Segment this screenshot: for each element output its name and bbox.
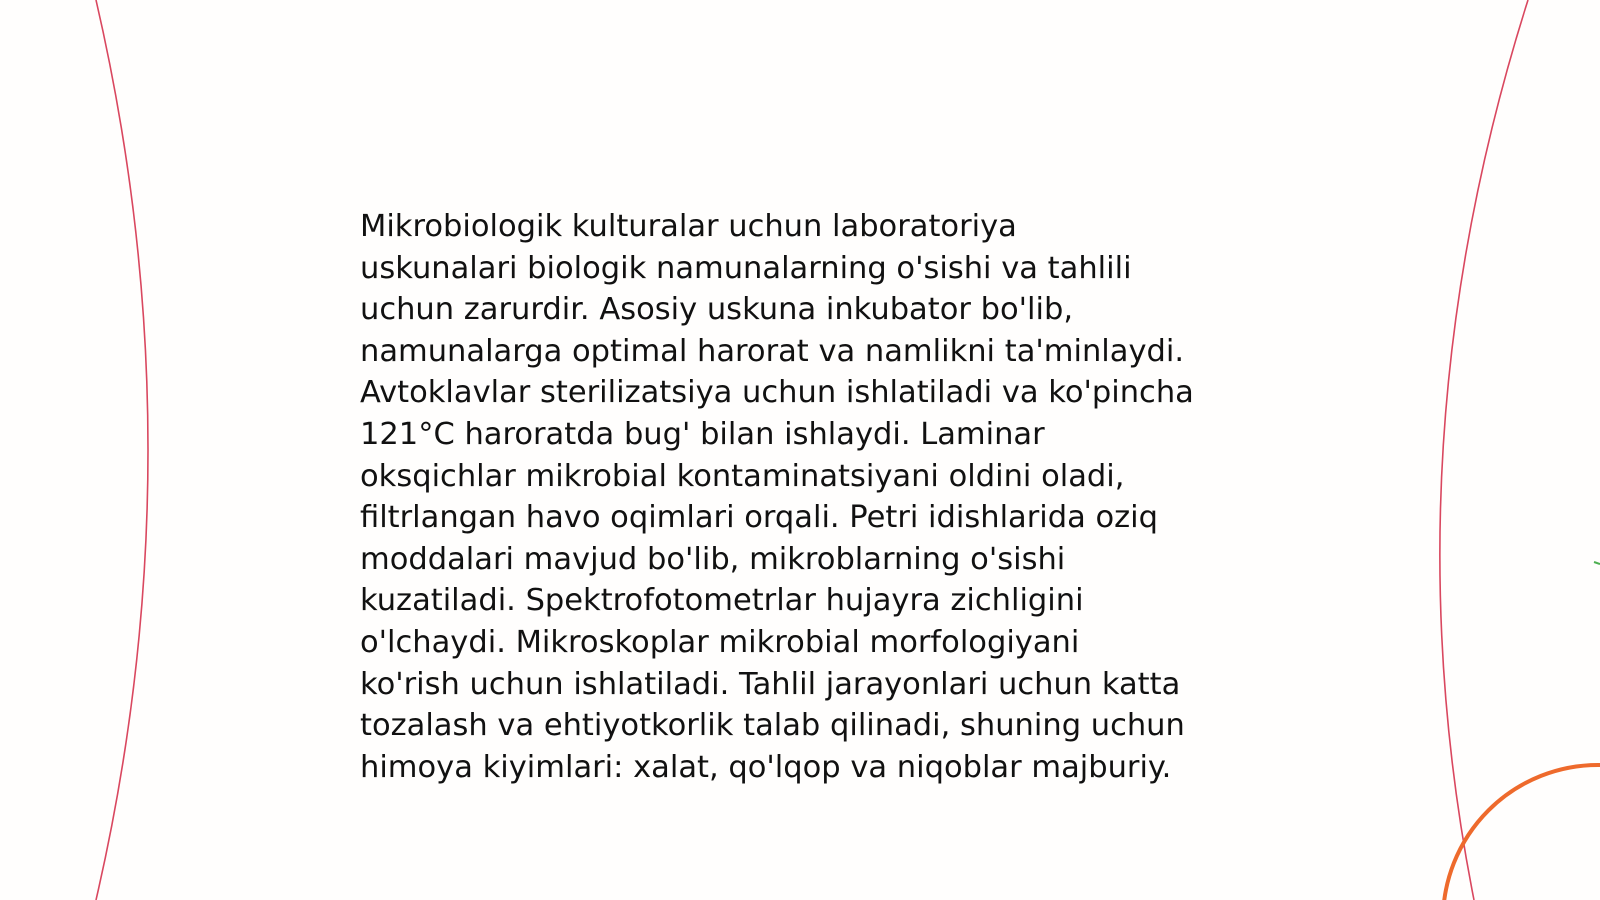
green-accent-mark xyxy=(1594,562,1600,564)
body-paragraph: Mikrobiologik kulturalar uchun laboratoriya uskunalari biologik namunalarning o'sishi va tahlili uchun zarurdir. Asosiy uskuna inkubator bo'lib, namunalarga optimal harorat va namlikni ta'minlaydi. Avtoklavlar sterilizatsiya uchun ishlatiladi va ko'pincha 121°C haroratda bug' bilan ishlaydi. Laminar oksqichlar mikrobial kontaminatsiyani oldini oladi, filtrlangan havo oqimlari orqali. Petri idishlarida oziq moddalari mavjud bo'lib, mikroblarning o'sishi kuzatiladi. Spektrofotometrlar hujayra zichligini o'lchaydi. Mikroskoplar mikrobial morfologiyani ko'rish uchun ishlatiladi. Tahlil jarayonlari uchun katta tozalash va ehtiyotkorlik talab qilinadi, shuning uchun himoya kiyimlari: xalat, qo'lqop va niqoblar majburiy. xyxy=(360,209,1194,785)
orange-circle-arc xyxy=(1443,765,1600,900)
right-curve-line xyxy=(1440,0,1528,900)
left-curve-line xyxy=(96,0,148,900)
